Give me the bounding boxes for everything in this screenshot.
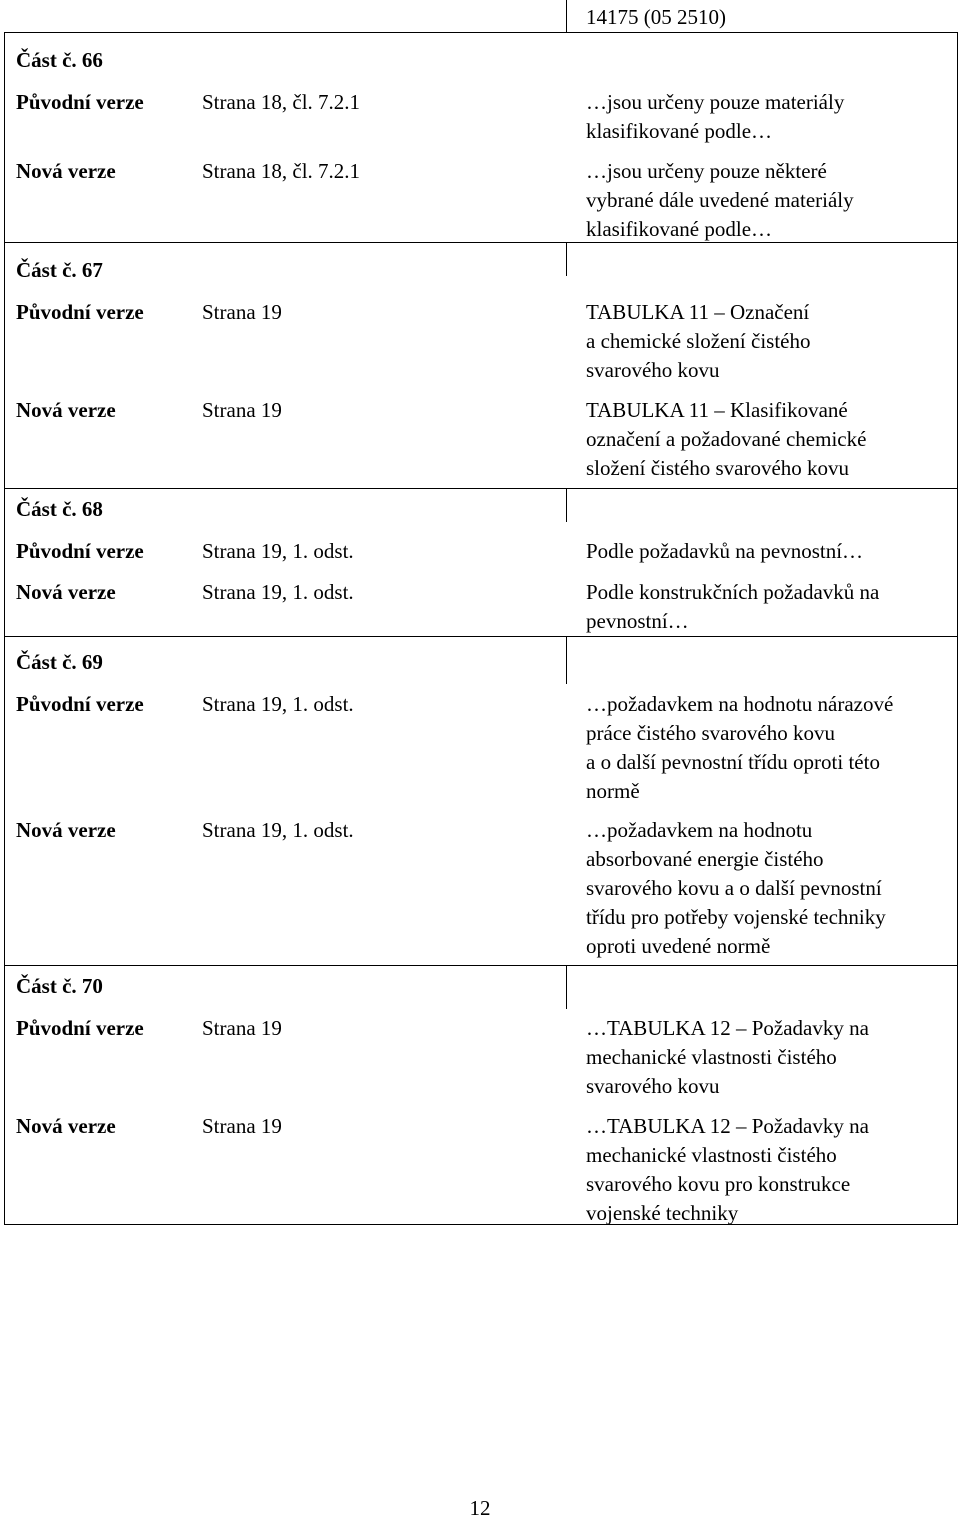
column-divider [566,0,567,33]
row-label: Původní verze [16,300,144,324]
change-text: TABULKA 11 – Označení a chemické složení čistého svarového kovu [586,300,811,382]
page-number: 12 [469,1496,491,1520]
page-reference: Strana 19, 1. odst. [202,818,354,842]
page-reference: Strana 18, čl. 7.2.1 [202,159,361,183]
change-text: …TABULKA 12 – Požadavky na mechanické vlastnosti čistého svarového kovu pro konstrukce vojenské techniky [586,1114,869,1225]
change-text: …jsou určeny pouze některé vybrané dále uvedené materiály klasifikované podle… [586,159,854,241]
row-label: Původní verze [16,539,144,563]
column-divider [566,965,567,1009]
page-reference: Strana 19 [202,300,282,324]
page-reference: Strana 19 [202,1114,282,1138]
column-divider [566,488,567,522]
change-text: Podle konstrukčních požadavků na pevnostní… [586,580,880,633]
row-label: Nová verze [16,1114,116,1138]
change-text: TABULKA 11 – Klasifikované označení a požadované chemické složení čistého svarového kovu [586,398,867,480]
part-title: Část č. 69 [16,650,103,674]
row-label: Původní verze [16,692,144,716]
change-text: …jsou určeny pouze materiály klasifikované podle… [586,90,845,143]
section-divider [4,488,958,489]
row-label: Nová verze [16,818,116,842]
page-reference: Strana 19, 1. odst. [202,539,354,563]
part-title: Část č. 66 [16,48,103,72]
part-title: Část č. 68 [16,497,103,521]
page-reference: Strana 18, čl. 7.2.1 [202,90,361,114]
document-code: 14175 (05 2510) [586,5,726,29]
row-label: Nová verze [16,580,116,604]
change-text: …TABULKA 12 – Požadavky na mechanické vlastnosti čistého svarového kovu [586,1016,869,1098]
row-label: Nová verze [16,159,116,183]
page-reference: Strana 19, 1. odst. [202,580,354,604]
part-title: Část č. 67 [16,258,103,282]
row-label: Původní verze [16,1016,144,1040]
section-divider [4,636,958,637]
row-label: Nová verze [16,398,116,422]
column-divider [566,636,567,684]
page-reference: Strana 19 [202,1016,282,1040]
page-reference: Strana 19 [202,398,282,422]
section-divider [4,965,958,966]
change-text: Podle požadavků na pevnostní… [586,539,864,563]
row-label: Původní verze [16,90,144,114]
change-text: …požadavkem na hodnotu nárazové práce čistého svarového kovu a o další pevnostní třídu oproti této normě [586,692,894,803]
change-text: …požadavkem na hodnotu absorbované energie čistého svarového kovu a o další pevnostní třídu pro potřeby vojenské techniky oproti uvedené normě [586,818,886,958]
page-reference: Strana 19, 1. odst. [202,692,354,716]
part-title: Část č. 70 [16,974,103,998]
column-divider [566,242,567,276]
